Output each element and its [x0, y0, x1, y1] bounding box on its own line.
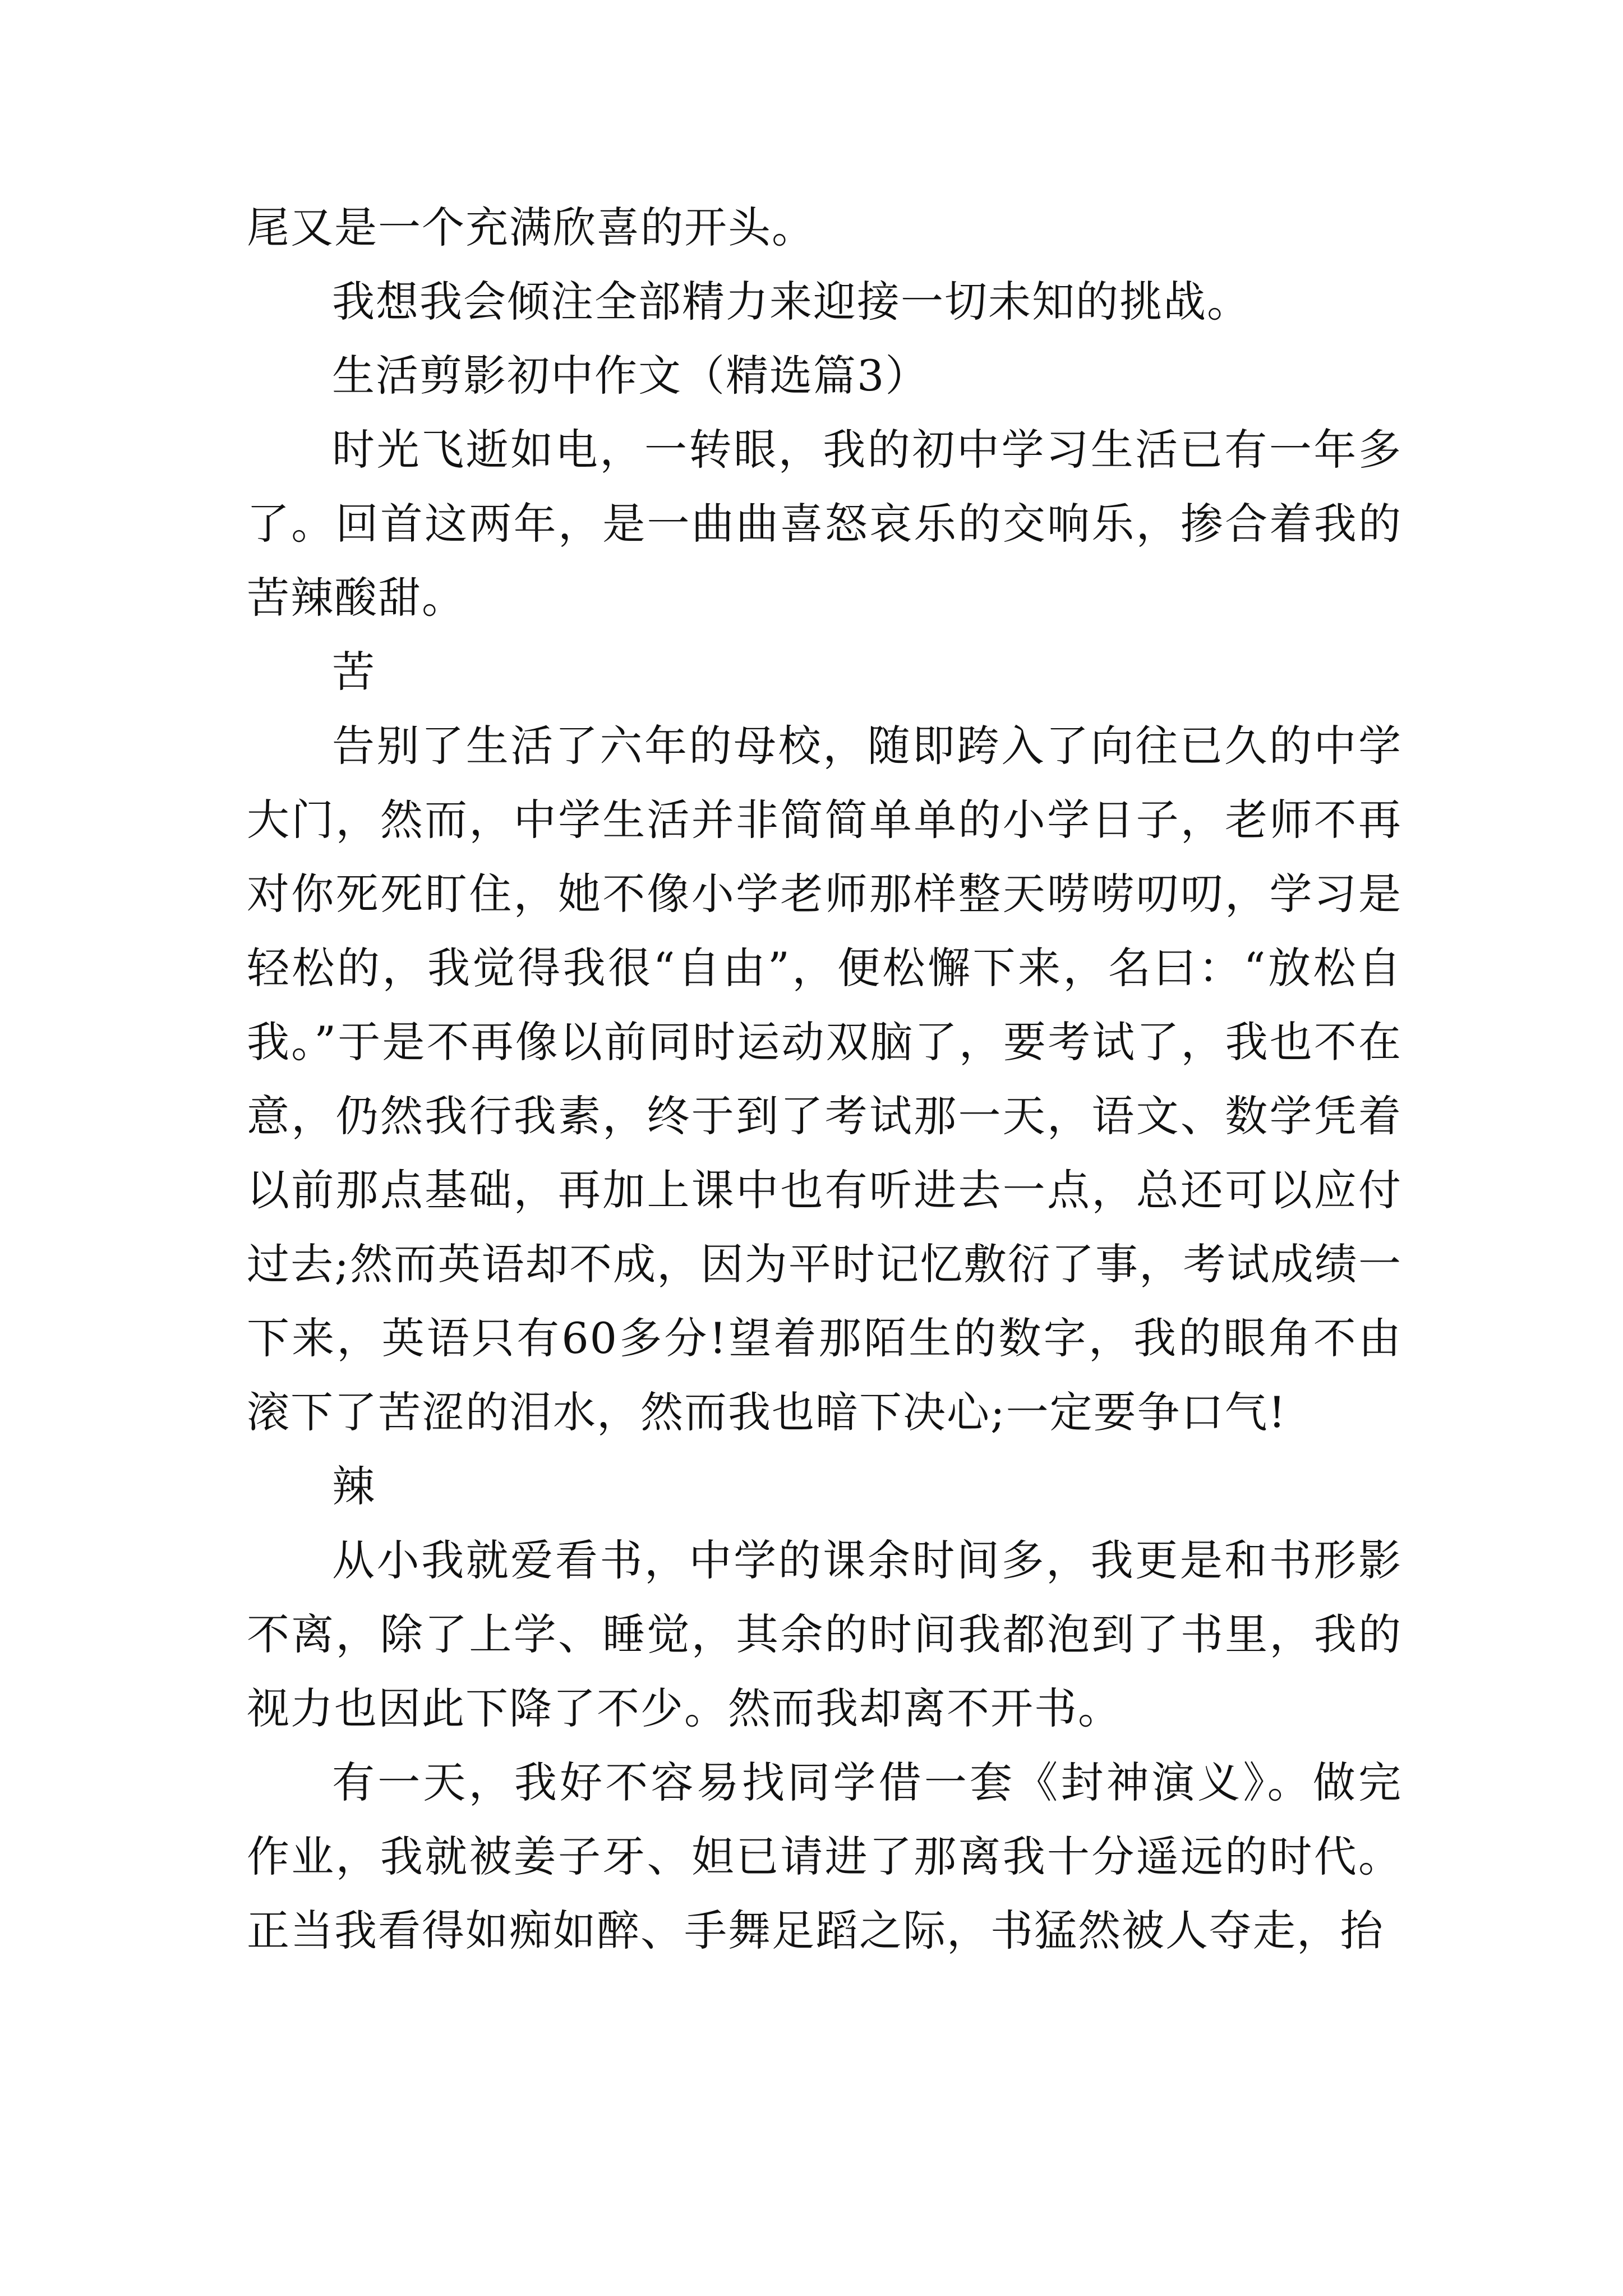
paragraph-intro: 时光飞逝如电，一转眼，我的初中学习生活已有一年多了。回首这两年，是一曲曲喜怒哀乐的交响乐，掺合着我的苦辣酸甜。 — [247, 425, 1402, 623]
paragraph-bitter: 告别了生活了六年的母校，随即跨入了向往已久的中学大门，然而，中学生活并非简简单单的小学日子，老师不再对你死死盯住，她不像小学老师那样整天唠唠叨叨，学习是轻松的，我觉得我很“自由”，便松懈下来，名曰：“放松自我。”于是不再像以前同时运动双脑了，要考试了，我也不在意，仍然我行我素，终于到了考试那一天，语文、数学凭着以前那点基础，再加上课中也有听进去一点，总还可以应付过去;然而英语却不成，因为平时记忆敷衍了事，考试成绩一下来，英语只有60多分!望着那陌生的数字，我的眼角不由滚下了苦涩的泪水，然而我也暗下决心;一定要争口气! — [247, 721, 1402, 1437]
paragraph-2: 我想我会倾注全部精力来迎接一切未知的挑战。 — [332, 277, 1251, 326]
paragraph-1: 尾又是一个充满欣喜的开头。 — [247, 203, 815, 252]
subheading-bitter: 苦 — [332, 647, 376, 697]
subheading-spicy: 辣 — [332, 1461, 376, 1511]
paragraph-spicy-1: 从小我就爱看书，中学的课余时间多，我更是和书形影不离，除了上学、睡觉，其余的时间我都泡到了书里，我的视力也因此下降了不少。然而我却离不开书。 — [247, 1535, 1402, 1733]
paragraph-spicy-2: 有一天，我好不容易找同学借一套《封神演义》。做完作业，我就被姜子牙、妲已请进了那离我十分遥远的时代。正当我看得如痴如醉、手舞足蹈之际，书猛然被人夺走，抬 — [247, 1757, 1402, 1955]
document-body — [247, 191, 1402, 1968]
section-title: 生活剪影初中作文（精选篇3） — [332, 351, 929, 401]
